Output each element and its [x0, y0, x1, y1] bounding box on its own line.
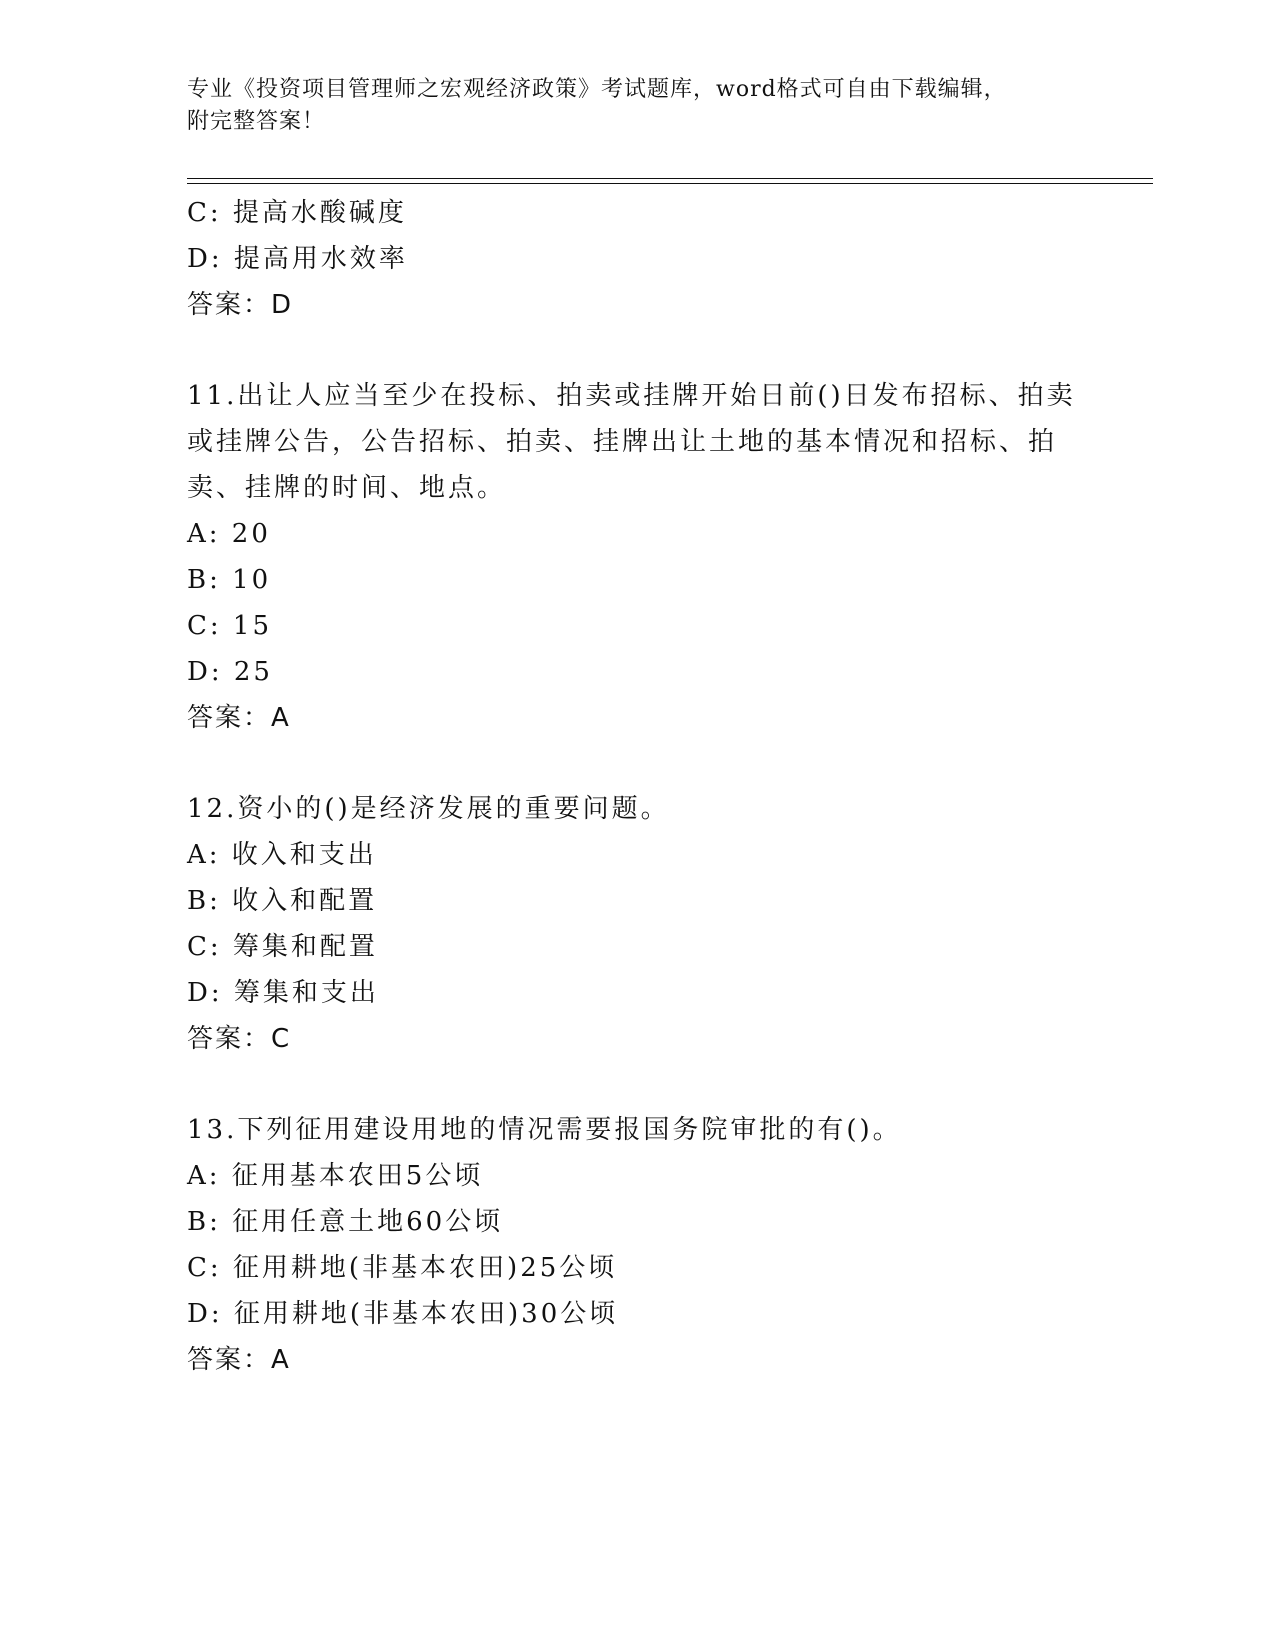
question-spacer — [187, 741, 1087, 786]
answer-line: 答案：C — [187, 1024, 292, 1054]
question-spacer — [187, 328, 1087, 373]
answer-line: 答案：A — [187, 703, 291, 733]
stem-line: 11.出让人应当至少在投标、拍卖或挂牌开始日前()日发布招标、拍卖 — [187, 381, 1076, 411]
question-continued — [187, 190, 1087, 328]
answer-line: 答案：D — [187, 290, 294, 320]
option-a: A: 20 — [187, 519, 271, 549]
stem-line: 13.下列征用建设用地的情况需要报国务院审批的有()。 — [187, 1115, 902, 1145]
stem-line: 12.资小的()是经济发展的重要问题。 — [187, 794, 670, 824]
answer-line: 答案：A — [187, 1345, 291, 1375]
option-a: A: 收入和支出 — [187, 840, 377, 870]
stem-line: 或挂牌公告，公告招标、拍卖、挂牌出让土地的基本情况和招标、拍 — [187, 427, 1058, 457]
option-d: D: 25 — [187, 657, 273, 687]
option-c: C: 征用耕地(非基本农田)25公顷 — [187, 1253, 618, 1283]
question-stem — [187, 786, 1087, 832]
stem-line: 卖、挂牌的时间、地点。 — [187, 473, 507, 503]
option-d: D: 征用耕地(非基本农田)30公顷 — [187, 1299, 619, 1329]
option-d: D: 筹集和支出 — [187, 978, 379, 1008]
question-stem — [187, 1107, 1087, 1153]
option-b: B: 10 — [187, 565, 272, 595]
option-c: C: 提高水酸碱度 — [187, 198, 407, 228]
header-divider-bottom — [187, 183, 1153, 184]
option-a: A: 征用基本农田5公顷 — [187, 1161, 484, 1191]
header-subtitle-line: 附完整答案！ — [187, 109, 326, 134]
option-d: D: 提高用水效率 — [187, 244, 408, 274]
document-header — [187, 74, 1087, 138]
header-divider-top — [187, 178, 1153, 179]
option-c: C: 15 — [187, 611, 273, 641]
question-12 — [187, 786, 1087, 1062]
option-c: C: 筹集和配置 — [187, 932, 378, 962]
option-b: B: 收入和配置 — [187, 886, 378, 916]
option-b: B: 征用任意土地60公顷 — [187, 1207, 504, 1237]
question-list — [187, 190, 1087, 1383]
header-title-line: 专业《投资项目管理师之宏观经济政策》考试题库，word格式可自由下载编辑， — [187, 77, 1007, 102]
question-stem — [187, 373, 1087, 511]
question-13 — [187, 1107, 1087, 1383]
question-11 — [187, 373, 1087, 741]
question-spacer — [187, 1062, 1087, 1107]
